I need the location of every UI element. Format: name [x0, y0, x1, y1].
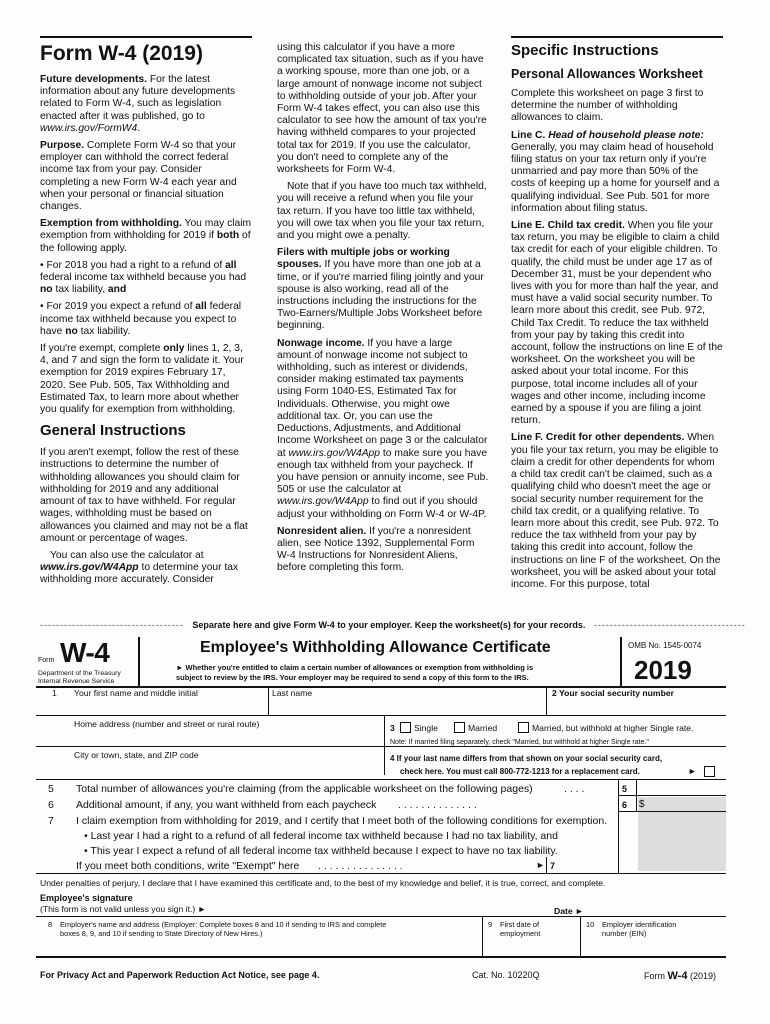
- rule: [384, 715, 385, 775]
- rule: [580, 916, 581, 956]
- rule: [618, 779, 619, 873]
- future-url: www.irs.gov/FormW4: [40, 122, 138, 134]
- calculator-url: www.irs.gov/W4App: [40, 562, 139, 574]
- refund-note: Note that if you have too much tax withheld, you will receive a refund when you file your tax return. If you have too little tax withheld, you will owe tax when you file your tax return, and you might owe a penalty.: [277, 181, 487, 242]
- header-divider-right: [620, 637, 622, 686]
- filing-single[interactable]: Single: [400, 722, 438, 733]
- allowances-label: Total number of allowances you're claiming (from the applicable worksheet on the following pages): [76, 783, 533, 795]
- department: Department of the Treasury: [38, 670, 121, 677]
- line-f: Line F. Credit for other dependents. When you file your tax return, you may be eligible to claim a credit for other dependents for whom a child tax credit can't be claimed, such as a qualifying child who doesn't meet the age or social security number requirement for the child tax credit, or a qualifying relative. To learn more about this credit, see Pub. 972. To reduce the tax withheld from your pay by taking this credit into account, follow the instructions on line F of the worksheet. On the worksheet, you will be asked about your total income. For this purpose, total: [511, 432, 721, 590]
- worksheet-heading: Personal Allowances Worksheet: [511, 67, 703, 81]
- filing-married[interactable]: Married: [454, 722, 497, 733]
- name-differs-checkbox[interactable]: [704, 766, 715, 777]
- column-3: [511, 36, 723, 596]
- worksheet-intro: Complete this worksheet on page 3 first to determine the number of withholding allowances to claim.: [511, 88, 704, 124]
- rule: [618, 811, 726, 812]
- rule: [36, 715, 726, 716]
- privacy-notice: For Privacy Act and Paperwork Reduction Act Notice, see page 4.: [40, 970, 320, 980]
- employer-name-label: Employer's name and address (Employer: Complete boxes 8 and 10 if sending to IRS and complete: [60, 920, 387, 929]
- exemption-bullet-2: • For 2019 you expect a refund of all federal income tax withheld because you expect to have no tax liability.: [40, 301, 242, 337]
- form-code: W-4: [60, 637, 110, 668]
- filing-married-higher[interactable]: Married, but withhold at higher Single rate.: [518, 722, 693, 733]
- header-divider-left: [138, 637, 140, 686]
- rule: [36, 779, 726, 780]
- rule: [36, 746, 726, 747]
- irs-label: Internal Revenue Service: [38, 678, 115, 685]
- nonresident-alien: Nonresident alien. If you're a nonresident alien, see Notice 1392, Supplemental Form W-4 Instructions for Nonresident Aliens, before completing this form.: [277, 525, 475, 574]
- exemption-claim: I claim exemption from withholding for 2019, and I certify that I meet both of the following conditions for exemption.: [76, 815, 608, 827]
- exemption-details: If you're exempt, complete only lines 1, 2, 3, 4, and 7 and sign the form to validate it. Your exemption for 2019 expires February 17, 2020. See Pub. 505, Tax Withholding and Estimated Tax, to learn more about whether you qualify for exemption from withholding.: [40, 343, 244, 416]
- exemption-bullet-1: • For 2018 you had a right to a refund of all federal income tax withheld because you had no tax liability, and: [40, 259, 247, 296]
- additional-amount-input[interactable]: [648, 796, 725, 810]
- column-2: [277, 42, 489, 580]
- ssn-label: 2 Your social security number: [552, 688, 674, 698]
- catalog-number: Cat. No. 10220Q: [472, 970, 540, 980]
- line-c: Line C. Head of household please note: Generally, you may claim head of household filing status on your tax return only if you're unmarried and pay more than 50% of the costs of keeping up a home for yourself and a qualifying individual. See Pub. 501 for more information about filing status.: [511, 129, 720, 214]
- calculator-paragraph: using this calculator if you have a more complicated tax situation, such as if you have a working spouse, more than one job, or a large amount of nonwage income not subject to withholding outside of your job. After your Form W-4 takes effect, you can also use this calculator to see how the amount of tax you're having withheld compares to your projected total tax for 2019. If you use the calculator, you don't need to complete any of the worksheets for Form W-4.: [277, 42, 487, 176]
- perjury-statement: Under penalties of perjury, I declare that I have examined this certificate and, to the best of my knowledge and belief, it is true, correct, and complete.: [40, 878, 606, 888]
- rule: [482, 916, 483, 956]
- signature-field[interactable]: [226, 891, 546, 915]
- specific-instructions-heading: Specific Instructions: [511, 42, 659, 59]
- signature-label: Employee's signature: [40, 893, 133, 903]
- first-name-label: Your first name and middle initial: [74, 688, 198, 698]
- form-label: Form: [38, 657, 55, 664]
- page: Form W-4 (2019) Future developments. For the latest information about any future developments related to Form W-4, such as legislation enacted after it was published, go to www.irs.gov/FormW4. Purpose. Complete Form W-4 so that your employer can withhold the correct federal income tax from your pay. Consider completing a new Form W-4 each year and when your personal or financial situation changes. Exemption from withholding. You may claim exemption from withholding for 2019 if both of the following apply. • For 2018 you had a right to a refund of all federal income tax withheld because you had no tax liability, and • For 2019 you expect a refund of all federal income tax withheld because you expect to have no tax liability. If you're exempt, complete only lines 1, 2, 3, 4, and 7 and sign the form to validate it. Your exemption for 2019 expires February 17, 2020. See Pub. 505, Tax Withholding and Estimated Tax, to learn more about whether you qualify for exemption from withholding. General Instructions If you aren't exempt, follow the rest of these instructions to determine the number of withholding allowances you should claim for withholding for 2019 and any additional amount of tax to have withheld. For regular wages, withholding must be based on allowances you claimed and may not be a flat amount or percentage of wages. You can also use the calculator at www.irs.gov/W4App to determine your tax withholding more accurately. Consider using this calculator if you have a more complicated tax situation, such as if you have a working spouse, more than one job, or a large amount of nonwage income not subject to withholding outside of your job. After your Form W-4 takes effect, you can also use this calculator to see how the amount of tax you're having withheld compares to your projected total tax for 2019. If you use the calculator, you don't need to complete any of the worksheets for Form W-4. Note that if you have too much tax withheld, you will receive a refund when you file your tax return. If you have too little tax withheld, you will owe tax when you file your tax return, and you might owe a penalty. Filers with multiple jobs or working spouses. If you have more than one job at a time, or if you're married filing jointly and your spouse is also working, read all of the instructions including the instructions for the Two-Earners/Multiple Jobs Worksheet before beginning. Nonwage income. If you have a large amount of nonwage income not subject to withholding, such as interest or dividends, consider making estimated tax payments using Form 1040-ES, Estimated Tax for Individuals. Otherwise, you might owe additional tax. Or, you can use the Deductions, Adjustments, and Additional Income Worksheet on page 3 or the calculator at www.irs.gov/W4App to make sure you have enough tax withheld from your paycheck. If you have pension or annuity income, see Pub. 505 or use the calculator at www.irs.gov/W4App to find out if you should adjust your withholding on Form W-4 or W-4P. Nonresident alien. If you're a nonresident alien, see Notice 1392, Supplemental Form W-4 Instructions for Nonresident Aliens, before completing this form. Specific Instructions Personal Allowances Worksheet Complete this worksheet on page 3 first to determine the number of withholding allowances to claim. Line C. Head of household please note: Generally, you may claim head of household filing status on your tax return only if you're unmarried and pay more than 50% of the costs of keeping up a home for yourself and a qualifying individual. See Pub. 501 for more information about filing status. Line E. Child tax credit. When you file your tax return, you may be eligible to claim a child tax credit for each of your eligible children. To qualify, the child must be under age 17 as of December 31, must be your dependent who lives with you for more than half the year, and must have a valid social security number. To learn more about this credit, see Pub. 972, Child Tax Credit. To reduce the tax withheld from your pay by taking this credit into account, follow the instructions on line E of the worksheet. On the worksheet you will be asked about your total income. For this purpose, total income includes all of your wages and other income, including income earned by a spouse if you are filing a joint return. Line F. Credit for other dependents. When you file your tax return, you may be eligible to claim a credit for other dependents for whom a child tax credit can't be claimed, such as a qualifying child who doesn't meet the age or social security number requirement for the child tax credit, or a qualifying relative. To learn more about this credit, see Pub. 972. To reduce the tax withheld from your pay by taking this credit into account, follow the instructions on line F of the worksheet. On the worksheet, you will be asked about your total income. For this purpose, total ------------------------------------ Separate here and give Form W-4 to your employer. Keep the worksheet(s) for your records. -------------------------------------- Form W-4 Department of the Treasury Internal Revenue Service Employee's Withholding Allowance Certificate ► Whether you're entitled to claim a certain number of allowances or exemption from withholding is subject to review by the IRS. Your employer may be required to send a copy of this form to the IRS. OMB No. 1545-0074 2019 1 Your first name and middle initial Last name 2 Your social security number Home address (number and street or rural route) 3 Single Married Married, but withhold at higher Single rate. Note: If married filing separately, check "Married, but withhold at higher Single rate." City or town, state, and ZIP code 4 If your last name differs from that shown on your social security card, check here. You must call 800-772-1213 for a replacement card. ► 5 Total number of allowances you're claiming (from the applicable worksheet on the following pages) . . . . 5 6 Additional amount, if any, you want withheld from each paycheck . . . . . . . . . . . . . . 6 $ 7 I claim exemption from withholding for 2019, and I certify that I meet both of the following conditions for exemption. • Last year I had a right to a refund of all federal income tax withheld because I had no tax liability, and • This year I expect a refund of all federal income tax withheld because I expect to have no tax liability. If you meet both conditions, write "Exempt" here . . . . . . . . . . . . . . . ► 7 Under penalties of perjury, I declare that I have examined this certificate and, to the best of my knowledge and belief, it is true, correct, and complete. Employee's signature (This form is not valid unless you sign it.) ► Date ► 8 Employer's name and address (Employer: Complete boxes 8 and 10 if sending to IRS and complete boxes 8, 9, and 10 if sending to State Directory of New Hires.) 9 First date of employment 10 Employer identification number (EIN) For Privacy Act and Paperwork Reduction Act Notice, see page 4. Cat. No. 10220Q Form W-4 (2019): [0, 0, 770, 1024]
- rule: [36, 916, 726, 917]
- rule: [546, 687, 547, 715]
- first-date-label: First date of: [500, 920, 540, 929]
- nonwage-income: Nonwage income. If you have a large amount of nonwage income not subject to withholding, such as interest or dividends, consider making estimated tax payments using Form 1040-ES, Estimated Tax for Individuals. Otherwise, you might owe additional tax. Or, you can use the Deductions, Adjustments, and Additional Income Worksheet on page 3 or the calculator at www.irs.gov/W4App to make sure you have enough tax withheld from your paycheck. If you have pension or annuity income, see Pub. 505 or use the calculator at www.irs.gov/W4App to find out if you should adjust your withholding on Form W-4 or W-4P.: [277, 337, 489, 520]
- married-checkbox[interactable]: [454, 722, 465, 733]
- date-label: Date ►: [554, 906, 584, 916]
- line-e: Line E. Child tax credit. When you file your tax return, you may be eligible to claim a child tax credit for each of your eligible children. To qualify, the child must be under age 17 as of December 31, must be your dependent who lives with you for more than half the year, and must have a valid social security number. To learn more about this credit, see Pub. 972, Child Tax Credit. To reduce the tax withheld from your pay by taking this credit into account, follow the instructions on line E of the worksheet. On the worksheet you will be asked about your total income. For this purpose, total income includes all of your wages and other income, including income earned by a spouse if you are filing a joint return.: [511, 220, 723, 427]
- general-instructions-heading: General Instructions: [40, 422, 186, 440]
- exempt-input[interactable]: [560, 858, 616, 872]
- omb-number: OMB No. 1545-0074: [628, 641, 702, 650]
- footer-form-id: Form W-4 (2019): [644, 970, 716, 982]
- purpose: Purpose. Complete Form W-4 so that your employer can withhold the correct federal income tax from your pay. Consider completing a new Form W-4 each year and when your personal or financial situation changes.: [40, 140, 237, 213]
- calculator-note: You can also use the calculator at www.irs.gov/W4App to determine your tax withholding more accurately. Consider: [40, 549, 239, 586]
- exemption: Exemption from withholding. You may claim exemption from withholding for 2019 if both of the following apply.: [40, 218, 252, 254]
- rule: [268, 687, 269, 715]
- form-title: Employee's Withholding Allowance Certificate: [200, 639, 551, 656]
- last-name-label: Last name: [272, 688, 313, 698]
- column-1: [40, 36, 252, 592]
- page-title: Form W-4 (2019): [40, 42, 203, 65]
- rule: [36, 873, 726, 874]
- rule: [546, 857, 547, 873]
- home-address-label: Home address (number and street or rural route): [74, 719, 260, 729]
- ein-label: Employer identification: [602, 920, 677, 929]
- city-label: City or town, state, and ZIP code: [74, 750, 199, 760]
- filing-note: Note: If married filing separately, check "Married, but withhold at higher Single rate.": [390, 739, 649, 746]
- general-instructions-text: If you aren't exempt, follow the rest of these instructions to determine the number of withholding allowances you should claim for withholding for 2019 and any additional amount of tax to have withheld. For regular wages, withholding must be based on allowances you claimed and may not be a flat amount or percentage of wages.: [40, 447, 248, 544]
- future-developments: Future developments. For the latest information about any future developments related to Form W-4, such as legislation enacted after it was published, go to www.irs.gov/FormW4.: [40, 74, 236, 134]
- separator: ------------------------------------ Separate here and give Form W-4 to your employer. Keep the worksheet(s) for your records. --------------------------------------: [40, 620, 746, 630]
- married-higher-checkbox[interactable]: [518, 722, 529, 733]
- additional-amount-label: Additional amount, if any, you want withheld from each paycheck: [76, 799, 377, 811]
- allowances-input[interactable]: [637, 780, 725, 794]
- form-year: 2019: [634, 655, 692, 685]
- date-field[interactable]: [596, 901, 724, 915]
- single-checkbox[interactable]: [400, 722, 411, 733]
- rule: [36, 956, 726, 958]
- multiple-jobs: Filers with multiple jobs or working spouses. If you have more than one job at a time, or if you're married filing jointly and your spouse is also working, read all of the instructions including the instructions for the Two-Earners/Multiple Jobs Worksheet before beginning.: [277, 247, 484, 332]
- separator-text: Separate here and give Form W-4 to your employer. Keep the worksheet(s) for your records.: [192, 620, 586, 630]
